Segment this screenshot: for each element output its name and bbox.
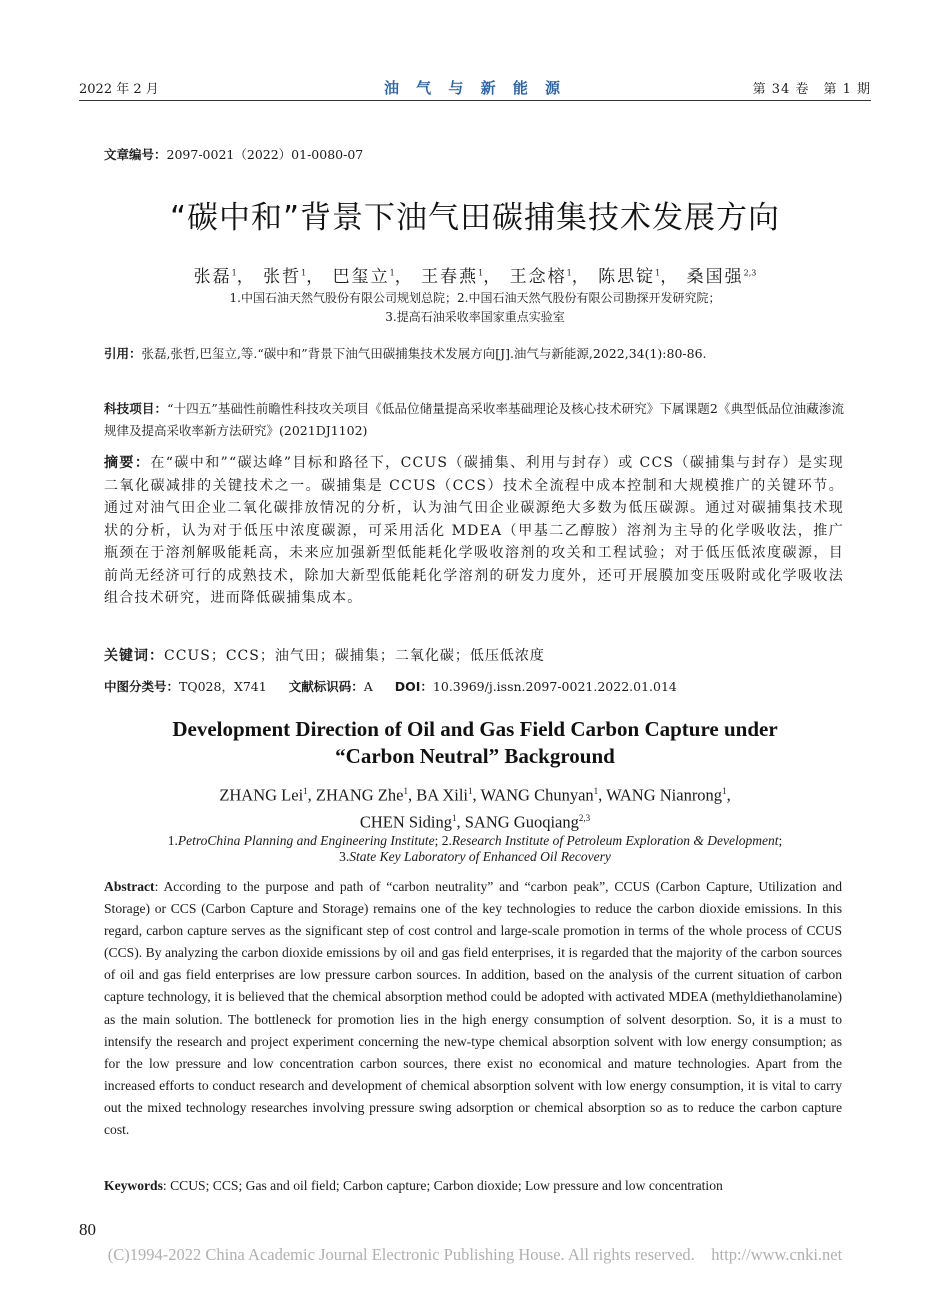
clc-value: TQ028，X741 <box>179 679 267 694</box>
abstract-en <box>104 876 842 1141</box>
author-zh: 巴玺立 <box>332 267 390 287</box>
doc-code-value: A <box>363 679 373 694</box>
funding-project <box>104 398 844 442</box>
affiliations-zh-line1: 1.中国石油天然气股份有限公司规划总院；2.中国石油天然气股份有限公司勘探开发研究院； <box>229 291 721 305</box>
author-zh: 张哲 <box>263 267 302 287</box>
citation-label: 引用： <box>104 346 142 361</box>
affiliation-en: Research Institute of Petroleum Exploration & Development <box>451 833 779 848</box>
affiliations-zh-line2: 3.提高石油采收率国家重点实验室 <box>385 310 565 324</box>
title-en <box>0 716 950 770</box>
keywords-en <box>104 1178 723 1194</box>
authors-zh: 张磊$^1$， 张哲$^1$， 巴玺立$^1$， 王春燕$^1$， 王念榕$^1$， 陈思锭$^1$， 桑国强$^{2,3}$ <box>193 267 757 287</box>
author-en: ZHANG Lei <box>219 785 304 805</box>
author-zh: 王春燕 <box>421 267 479 287</box>
article-number-label: 文章编号： <box>104 147 167 162</box>
authors-en-line1: ZHANG Lei$^1$, ZHANG Zhe$^1$, BA Xili$^1$, WANG Chunyan$^1$, WANG Nianrong$^1$, <box>219 785 731 805</box>
article-number-value: 2097-0021（2022）01-0080-07 <box>166 147 364 162</box>
project-label: 科技项目： <box>104 401 168 416</box>
clc-label: 中图分类号： <box>104 679 180 694</box>
abstract-zh-label: 摘要： <box>104 455 151 471</box>
affiliation-en: State Key Laboratory of Enhanced Oil Recovery <box>349 849 611 864</box>
project-text: “十四五”基础性前瞻性科技攻关项目《低品位储量提高采收率基础理论及核心技术研究》下属课题2《典型低品位油藏渗流规律及提高采收率新方法研究》(2021DJ1102) <box>104 401 844 438</box>
author-zh: 陈思锭 <box>598 267 656 287</box>
abstract-en-text: : According to the purpose and path of “carbon neutrality” and “carbon peak”, CCUS (Carbon Capture, Utilization and Storage) or CCS (Carbon Capture and Storage) remains one of the key technologies to reduce the carbon dioxide emissions. In this regard, carbon capture serves as the significant step of cost control and large-scale promotion in terms of the whole process of CCUS (CCS). By analyzing the carbon dioxide emissions by oil and gas field enterprises, it is regarded that the majority of the carbon sources of oil and gas field enterprises are low pressure carbon sources. In addition, based on the analysis of the current situation of carbon capture technology, it is believed that the chemical absorption method could be adopted with activated MDEA (methyldiethanolamine) as the main solution. The bottleneck for promotion lies in the high energy consumption of solvent desorption. So, it is a must to intensify the research and project experiment concerning the new-type chemical absorption solvent with low energy consumption; as for the low pressure and low concentration carbon sources, there exist no economical and mature technologies. Apart from the increased efforts to conduct research and development of chemical absorption solvent with low energy consumption, it is vital to carry out the mixed technology researches involving pressure swing adsorption or chemical absorption so as to reduce the carbon capture cost. <box>104 879 842 1138</box>
doi-value: 10.3969/j.issn.2097-0021.2022.01.014 <box>432 679 677 694</box>
abstract-zh <box>104 452 844 610</box>
author-zh: 张磊 <box>193 267 232 287</box>
copyright-watermark: (C)1994-2022 China Academic Journal Electronic Publishing House. All rights reserved. http://www.cnki.net <box>107 1245 843 1264</box>
author-en: BA Xili <box>416 785 469 805</box>
header-date: 2022 年 2 月 <box>79 82 159 97</box>
author-en: SANG Guoqiang <box>464 812 579 831</box>
keywords-zh-label: 关键词： <box>104 648 164 664</box>
author-en: CHEN Siding <box>359 812 452 831</box>
author-zh: 王念榕 <box>509 267 567 287</box>
abstract-zh-text: 在“碳中和”“碳达峰”目标和路径下，CCUS（碳捕集、利用与封存）或 CCS（碳捕集与封存）是实现二氧化碳减排的关键技术之一。碳捕集是 CCUS（CCS）技术全流程中成本控制和大规模推广的关键环节。通过对油气田企业二氧化碳排放情况的分析，认为油气田企业碳源绝大多数为低压碳源。通过对碳捕集技术现状的分析，认为对于低压中浓度碳源，可采用活化 MDEA（甲基二乙醇胺）溶剂为主导的化学吸收法，推广瓶颈在于溶剂解吸能耗高，未来应加强新型低能耗化学吸收溶剂的攻关和工程试验；对于低压低浓度碳源，目前尚无经济可行的成熟技术，除加大新型低能耗化学溶剂的研发力度外，还可开展膜加变压吸附或化学吸收法组合技术研究，进而降低碳捕集成本。 <box>104 455 844 606</box>
keywords-zh-text: CCUS；CCS；油气田；碳捕集；二氧化碳；低压低浓度 <box>164 648 545 664</box>
abstract-en-label: Abstract <box>104 879 155 894</box>
authors-en <box>0 780 950 833</box>
title-en-line2: “Carbon Neutral” Background <box>335 744 615 768</box>
citation <box>104 343 844 365</box>
title-zh: “碳中和”背景下油气田碳捕集技术发展方向 <box>169 200 781 236</box>
citation-text: 张磊,张哲,巴玺立,等.“碳中和”背景下油气田碳捕集技术发展方向[J].油气与新能源,2022,34(1):80-86. <box>141 346 707 361</box>
author-en: WANG Chunyan <box>480 785 594 805</box>
authors-en-line2: CHEN Siding$^1$, SANG Guoqiang$^{2,3}$ <box>359 812 591 831</box>
affiliation-en: PetroChina Planning and Engineering Institute <box>177 833 435 848</box>
author-en: WANG Nianrong <box>606 785 723 805</box>
doc-code-label: 文献标识码： <box>288 679 364 694</box>
journal-name: 油 气 与 新 能 源 <box>383 79 567 97</box>
classification-line <box>104 676 844 698</box>
doi-label: DOI： <box>394 679 433 694</box>
header-rule <box>79 100 871 101</box>
article-number <box>104 145 363 163</box>
page-number: 80 <box>79 1220 96 1239</box>
keywords-zh <box>104 645 844 667</box>
keywords-en-label: Keywords <box>104 1178 163 1193</box>
affiliations-en: 1.PetroChina Planning and Engineering Institute; 2.Research Institute of Petroleum Exploration & Development; 3.State Key Laboratory of Enhanced Oil Recovery <box>167 833 783 864</box>
header-issue: 第 34 卷 第 1 期 <box>752 82 871 97</box>
author-en: ZHANG Zhe <box>315 785 404 805</box>
title-en-line1: Development Direction of Oil and Gas Field Carbon Capture under <box>172 717 778 741</box>
author-zh: 桑国强 <box>686 267 744 287</box>
keywords-en-text: : CCUS; CCS; Gas and oil field; Carbon capture; Carbon dioxide; Low pressure and low concentration <box>162 1178 723 1193</box>
